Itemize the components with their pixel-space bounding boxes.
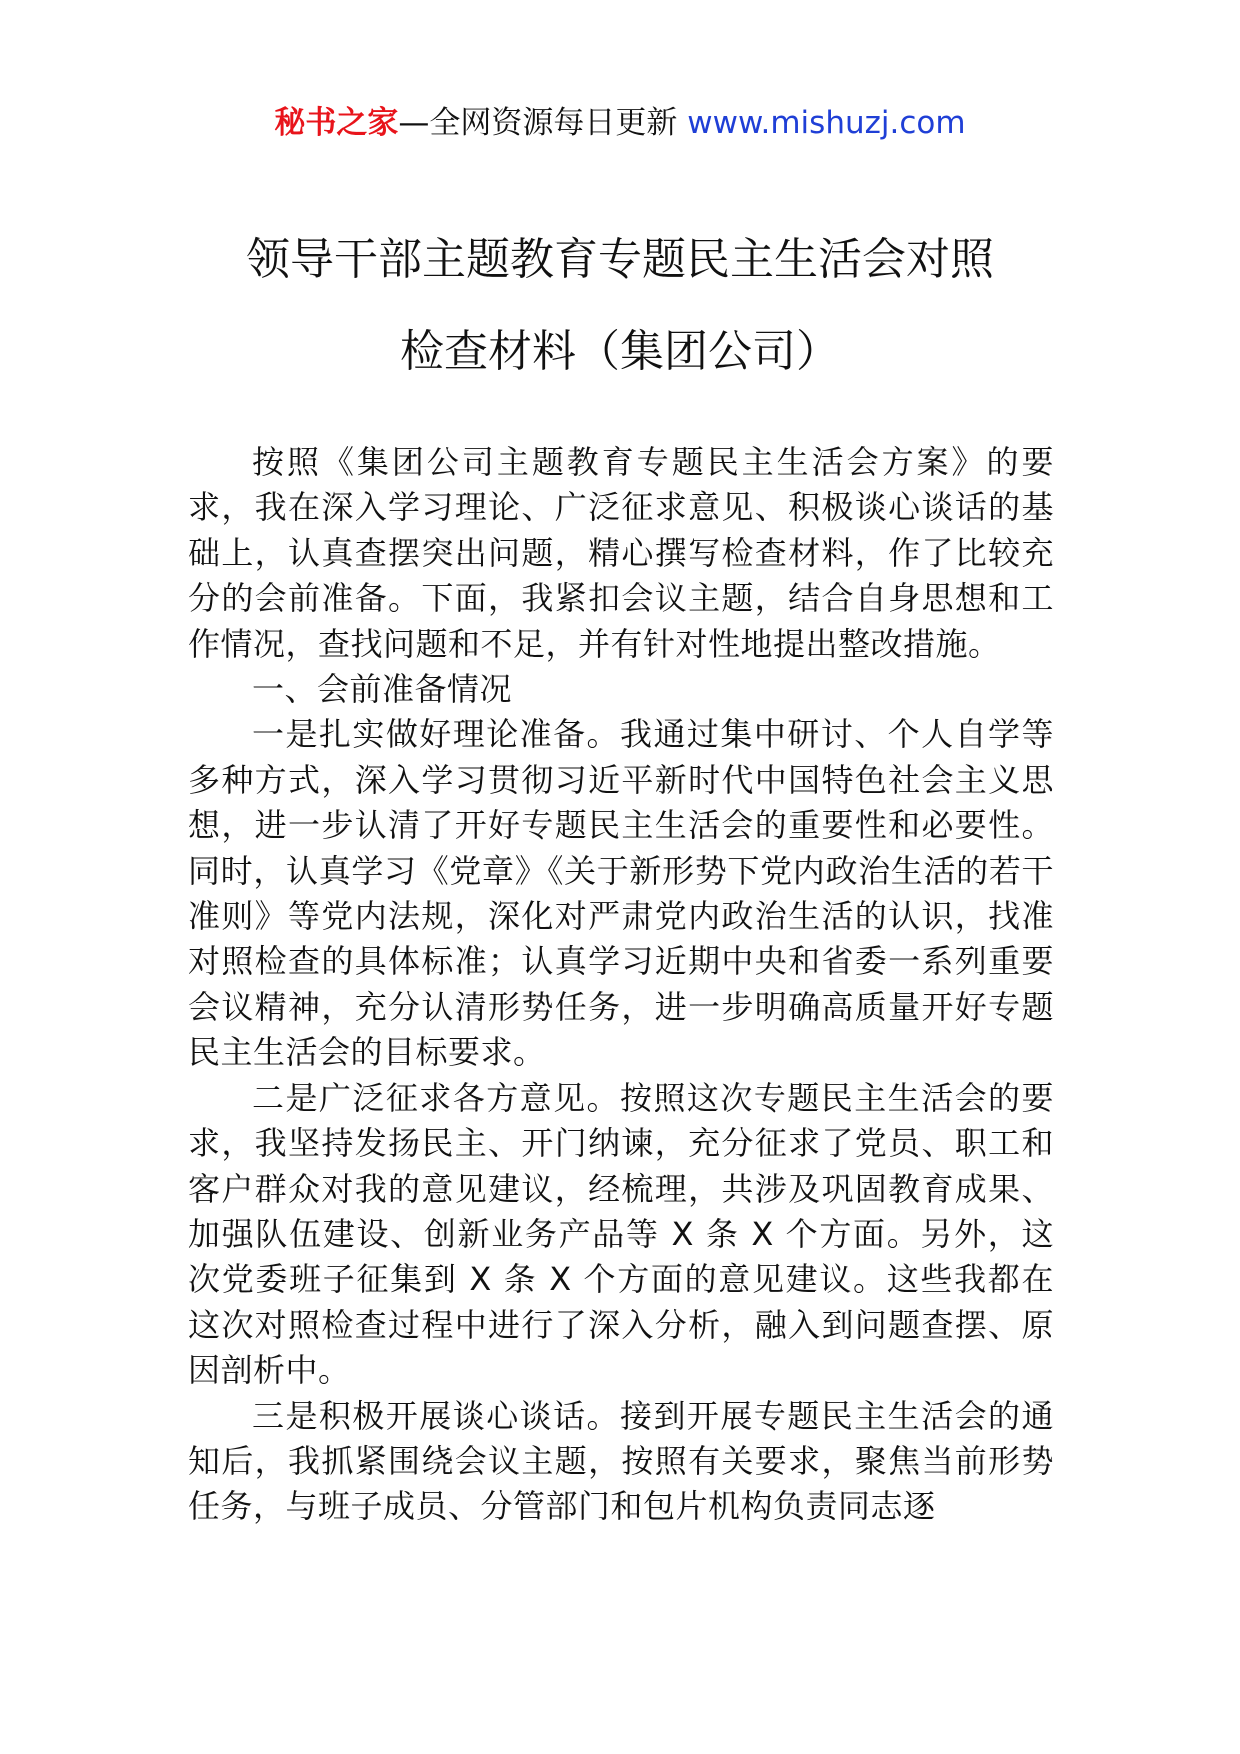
paragraph-intro: 按照《集团公司主题教育专题民主生活会方案》的要求，我在深入学习理论、广泛征求意见、积极谈心谈话的基础上，认真查摆突出问题，精心撰写检查材料，作了比较充分的会前准备。下面，我紧扣会议主题，结合自身思想和工作情况，查找问题和不足，并有针对性地提出整改措施。: [188, 443, 1054, 663]
paragraph-heart-to-heart-talks: 三是积极开展谈心谈话。接到开展专题民主生活会的通知后，我抓紧围绕会议主题，按照有关要求，聚焦当前形势任务，与班子成员、分管部门和包片机构负责同志逐: [188, 1396, 1054, 1526]
paragraph-theory-preparation: 一是扎实做好理论准备。我通过集中研讨、个人自学等多种方式，深入学习贯彻习近平新时代中国特色社会主义思想，进一步认清了开好专题民主生活会的重要性和必要性。同时，认真学习《党章》《关于新形势下党内政治生活的若干准则》等党内法规，深化对严肃党内政治生活的认识，找准对照检查的具体标准；认真学习近期中央和省委一系列重要会议精神，充分认清形势任务，进一步明确高质量开好专题民主生活会的目标要求。: [188, 715, 1054, 1072]
section-heading-1: 一、会前准备情况: [252, 670, 513, 709]
header-brand: 秘书之家: [274, 105, 399, 141]
document-body: [188, 440, 1054, 1530]
document-title-line-2: 检查材料（集团公司）: [400, 326, 840, 377]
header-url[interactable]: www.mishuzj.com: [687, 105, 966, 141]
document-title-line-1: 领导干部主题教育专题民主生活会对照: [246, 234, 994, 285]
paragraph-opinion-collection: 二是广泛征求各方意见。按照这次专题民主生活会的要求，我坚持发扬民主、开门纳谏，充分征求了党员、职工和客户群众对我的意见建议，经梳理，共涉及巩固教育成果、加强队伍建设、创新业务产品等 X 条 X 个方面。另外，这次党委班子征集到 X 条 X 个方面的意见建议。这些我都在这次对照检查过程中进行了深入分析，融入到问题查摆、原因剖析中。: [188, 1078, 1054, 1390]
header-tagline: —全网资源每日更新: [398, 105, 678, 141]
site-header: [0, 100, 1240, 146]
